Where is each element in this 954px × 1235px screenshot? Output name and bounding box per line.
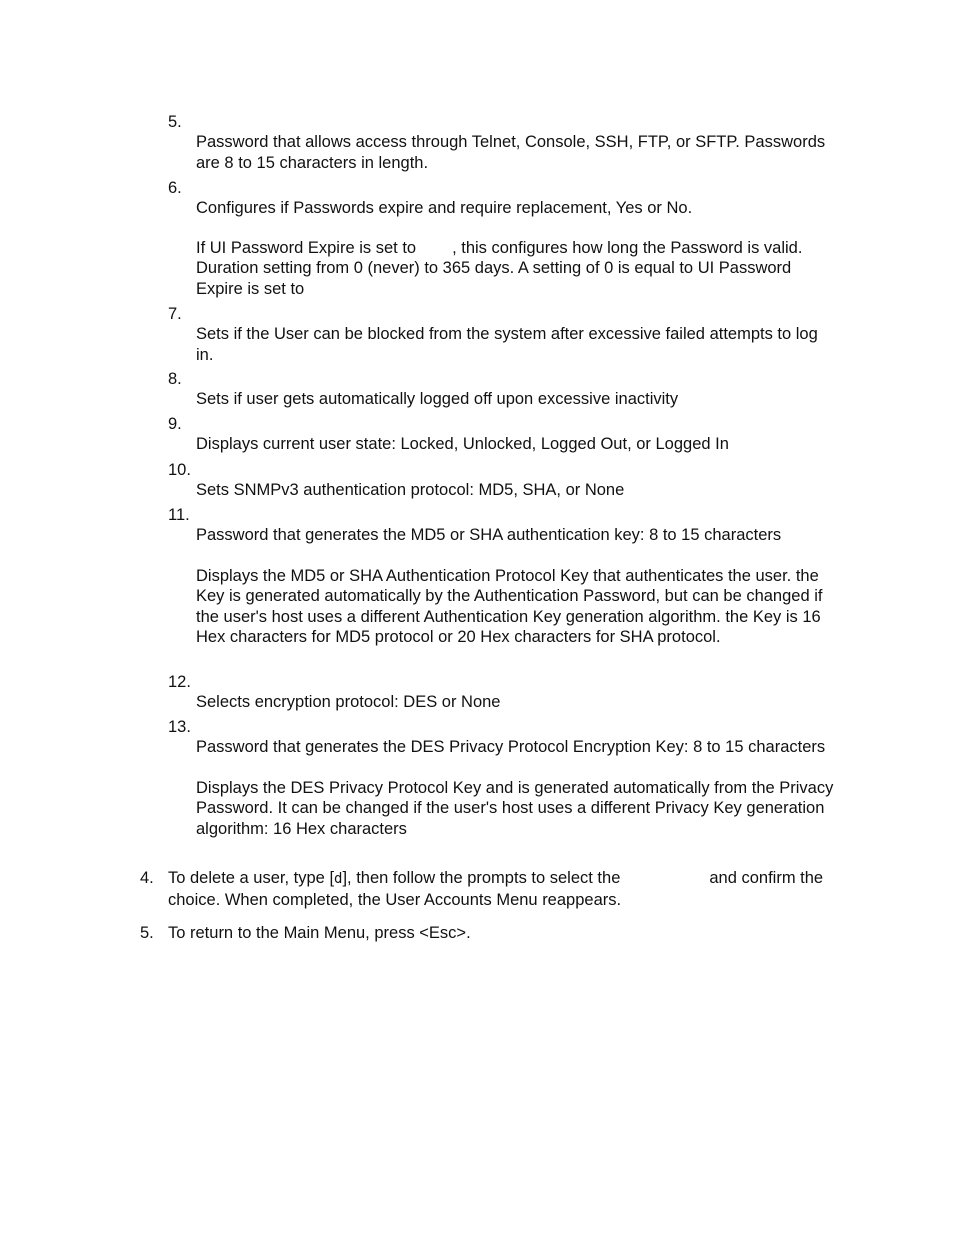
item-number: 12. bbox=[168, 673, 191, 691]
item-description: Sets SNMPv3 authentication protocol: MD5, SHA, or None bbox=[196, 481, 625, 499]
list-item bbox=[168, 112, 838, 173]
item-number: 10. bbox=[168, 461, 191, 479]
list-item bbox=[168, 672, 838, 713]
item-number: 5. bbox=[168, 113, 182, 131]
list-item bbox=[168, 304, 838, 365]
item-number: 9. bbox=[168, 415, 182, 433]
note-text-before: If UI Password Expire is set to bbox=[196, 238, 417, 257]
step-number: 5. bbox=[140, 924, 154, 942]
item-description: Sets if user gets automatically logged off upon excessive inactivity bbox=[196, 390, 679, 408]
list-item bbox=[168, 178, 838, 299]
list-item bbox=[168, 505, 838, 648]
item-number: 6. bbox=[168, 179, 182, 197]
step-text-after: and confirm the choice. When completed, the User Accounts Menu reappears. bbox=[168, 869, 824, 909]
step-text bbox=[168, 868, 830, 910]
item-description: Selects encryption protocol: DES or None bbox=[196, 693, 501, 711]
step-text-middle: ], then follow the prompts to select the bbox=[342, 869, 621, 887]
item-note: Displays the DES Privacy Protocol Key and is generated automatically from the Privacy Password. It can be changed if the user's host uses a different Privacy Key generation algorithm: 16 Hex characters bbox=[196, 778, 834, 838]
note-text-after: , this configures how long the Password is valid. Duration setting from 0 (never) to 365 days. A setting of 0 is equal to UI Password Expire is set to bbox=[196, 238, 803, 298]
item-number: 7. bbox=[168, 305, 182, 323]
item-description: Sets if the User can be blocked from the system after excessive failed attempts to log in. bbox=[196, 325, 818, 364]
step-text: To return to the Main Menu, press <Esc>. bbox=[168, 924, 471, 942]
step-text-before: To delete a user, type [ bbox=[168, 869, 335, 887]
key-hint: d bbox=[334, 871, 343, 887]
item-description: Password that allows access through Telnet, Console, SSH, FTP, or SFTP. Passwords are 8 to 15 characters in length. bbox=[196, 133, 826, 172]
item-number: 11. bbox=[168, 506, 190, 524]
item-note: Displays the MD5 or SHA Authentication Protocol Key that authenticates the user. the Key is generated automatically by the Authentication Password, but can be changed if the user's host uses a different Authentication Key generation algorithm. the Key is 16 Hex characters for MD5 protocol or 20 Hex characters for SHA protocol. bbox=[196, 566, 823, 646]
step-item bbox=[140, 868, 830, 910]
list-item bbox=[168, 414, 838, 455]
list-item bbox=[168, 369, 838, 410]
item-description: Password that generates the DES Privacy Protocol Encryption Key: 8 to 15 characters bbox=[196, 738, 826, 756]
step-item bbox=[140, 923, 830, 944]
list-item bbox=[168, 717, 838, 839]
item-number: 8. bbox=[168, 370, 182, 388]
step-number: 4. bbox=[140, 869, 154, 887]
item-number: 13. bbox=[168, 718, 191, 736]
item-description: Password that generates the MD5 or SHA authentication key: 8 to 15 characters bbox=[196, 526, 782, 544]
item-note bbox=[196, 238, 838, 300]
list-item bbox=[168, 460, 838, 501]
item-description: Displays current user state: Locked, Unlocked, Logged Out, or Logged In bbox=[196, 435, 729, 453]
item-description: Configures if Passwords expire and require replacement, Yes or No. bbox=[196, 199, 693, 217]
